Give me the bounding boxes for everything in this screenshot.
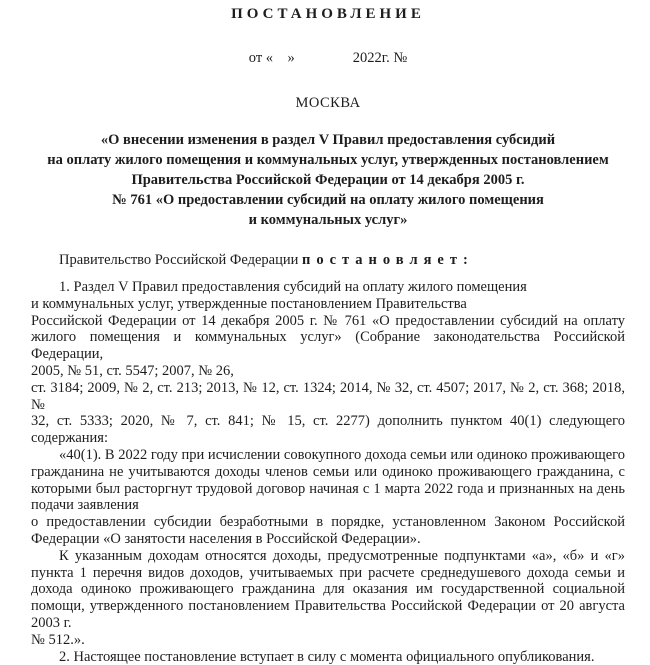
doc-title-line: на оплату жилого помещения и коммунальных услуг, утвержденных постановлением	[47, 152, 609, 168]
doc-title-line: № 761 «О предоставлении субсидий на оплату жилого помещения	[112, 192, 544, 208]
city-line: МОСКВА	[295, 95, 361, 111]
doc-line: 1. Раздел V Правил предоставления субсидий на оплату жилого помещения	[59, 279, 527, 295]
doc-line: 2003 г.	[31, 614, 72, 631]
doc-title-line: «О внесении изменения в раздел V Правил предоставления субсидий	[100, 132, 556, 148]
doc-line: и коммунальных услуг, утвержденные постановлением Правительства	[31, 295, 467, 312]
doc-paragraph	[31, 279, 625, 447]
doc-line: «40(1). В 2022 году при исчислении совокупного дохода семьи или одиноко проживающего	[59, 446, 625, 463]
doc-line: ст. 3184; 2009, № 2, ст. 213; 2013, № 12, ст. 1324; 2014, № 32, ст. 4507; 2017, № 2, ст. 368; 2018, №	[31, 379, 625, 413]
doc-title	[31, 130, 625, 230]
preamble-verb: постановляет:	[301, 252, 474, 268]
doc-line: № 512.».	[31, 631, 85, 648]
doc-paragraph	[31, 548, 625, 649]
doc-line: Российской Федерации от 14 декабря 2005 г. № 761 «О предоставлении субсидий на оплату	[31, 312, 625, 329]
doc-line: о предоставлении субсидии безработными в порядке, установленном Законом Российской	[31, 514, 625, 531]
doc-line: 2. Настоящее постановление вступает в силу с момента официального опубликования.	[59, 648, 595, 665]
doc-line: Федерации «О занятости населения в Российской Федерации».	[31, 530, 421, 547]
doc-kind-heading: ПОСТАНОВЛЕНИЕ	[231, 6, 425, 22]
doc-title-line: Правительства Российской Федерации от 14 декабря 2005 г.	[131, 172, 525, 188]
preamble-text: Правительство Российской Федерации	[59, 252, 302, 268]
preamble-line	[31, 252, 625, 269]
doc-line: К указанным доходам относятся доходы, предусмотренные подпунктами «а», «б» и «г»	[59, 547, 625, 564]
doc-line: жилого помещения и коммунальных услуг» (Собрание законодательства Российской Федерации,	[31, 329, 625, 363]
doc-line: подачи заявления	[31, 497, 139, 514]
doc-line: которыми был расторгнут трудовой договор начиная с 1 марта 2022 года и признанных на день	[31, 480, 625, 497]
doc-title-line: и коммунальных услуг»	[248, 212, 408, 228]
doc-line: гражданина не учитываются доходы членов семьи или одиноко проживающего гражданина, с	[31, 463, 625, 480]
doc-line: 2005, № 51, ст. 5547; 2007, № 26,	[31, 362, 234, 379]
doc-line: пункта 1 перечня видов доходов, учитываемых при расчете среднедушевого дохода семьи и	[31, 564, 625, 581]
date-number-line: от « » 2022г. №	[248, 50, 408, 66]
doc-body	[31, 279, 625, 665]
doc-line: 32, ст. 5333; 2020, № 7, ст. 841; № 15, ст. 2277) дополнить пунктом 40(1) следующего содержания:	[31, 413, 625, 447]
doc-line: дохода одиноко проживающего гражданина для оказания им государственной социальной	[31, 581, 625, 598]
doc-line: помощи, утвержденного постановлением Правительства Российской Федерации от 20 августа	[31, 598, 625, 615]
doc-paragraph	[31, 649, 625, 665]
doc-paragraph	[31, 447, 625, 548]
